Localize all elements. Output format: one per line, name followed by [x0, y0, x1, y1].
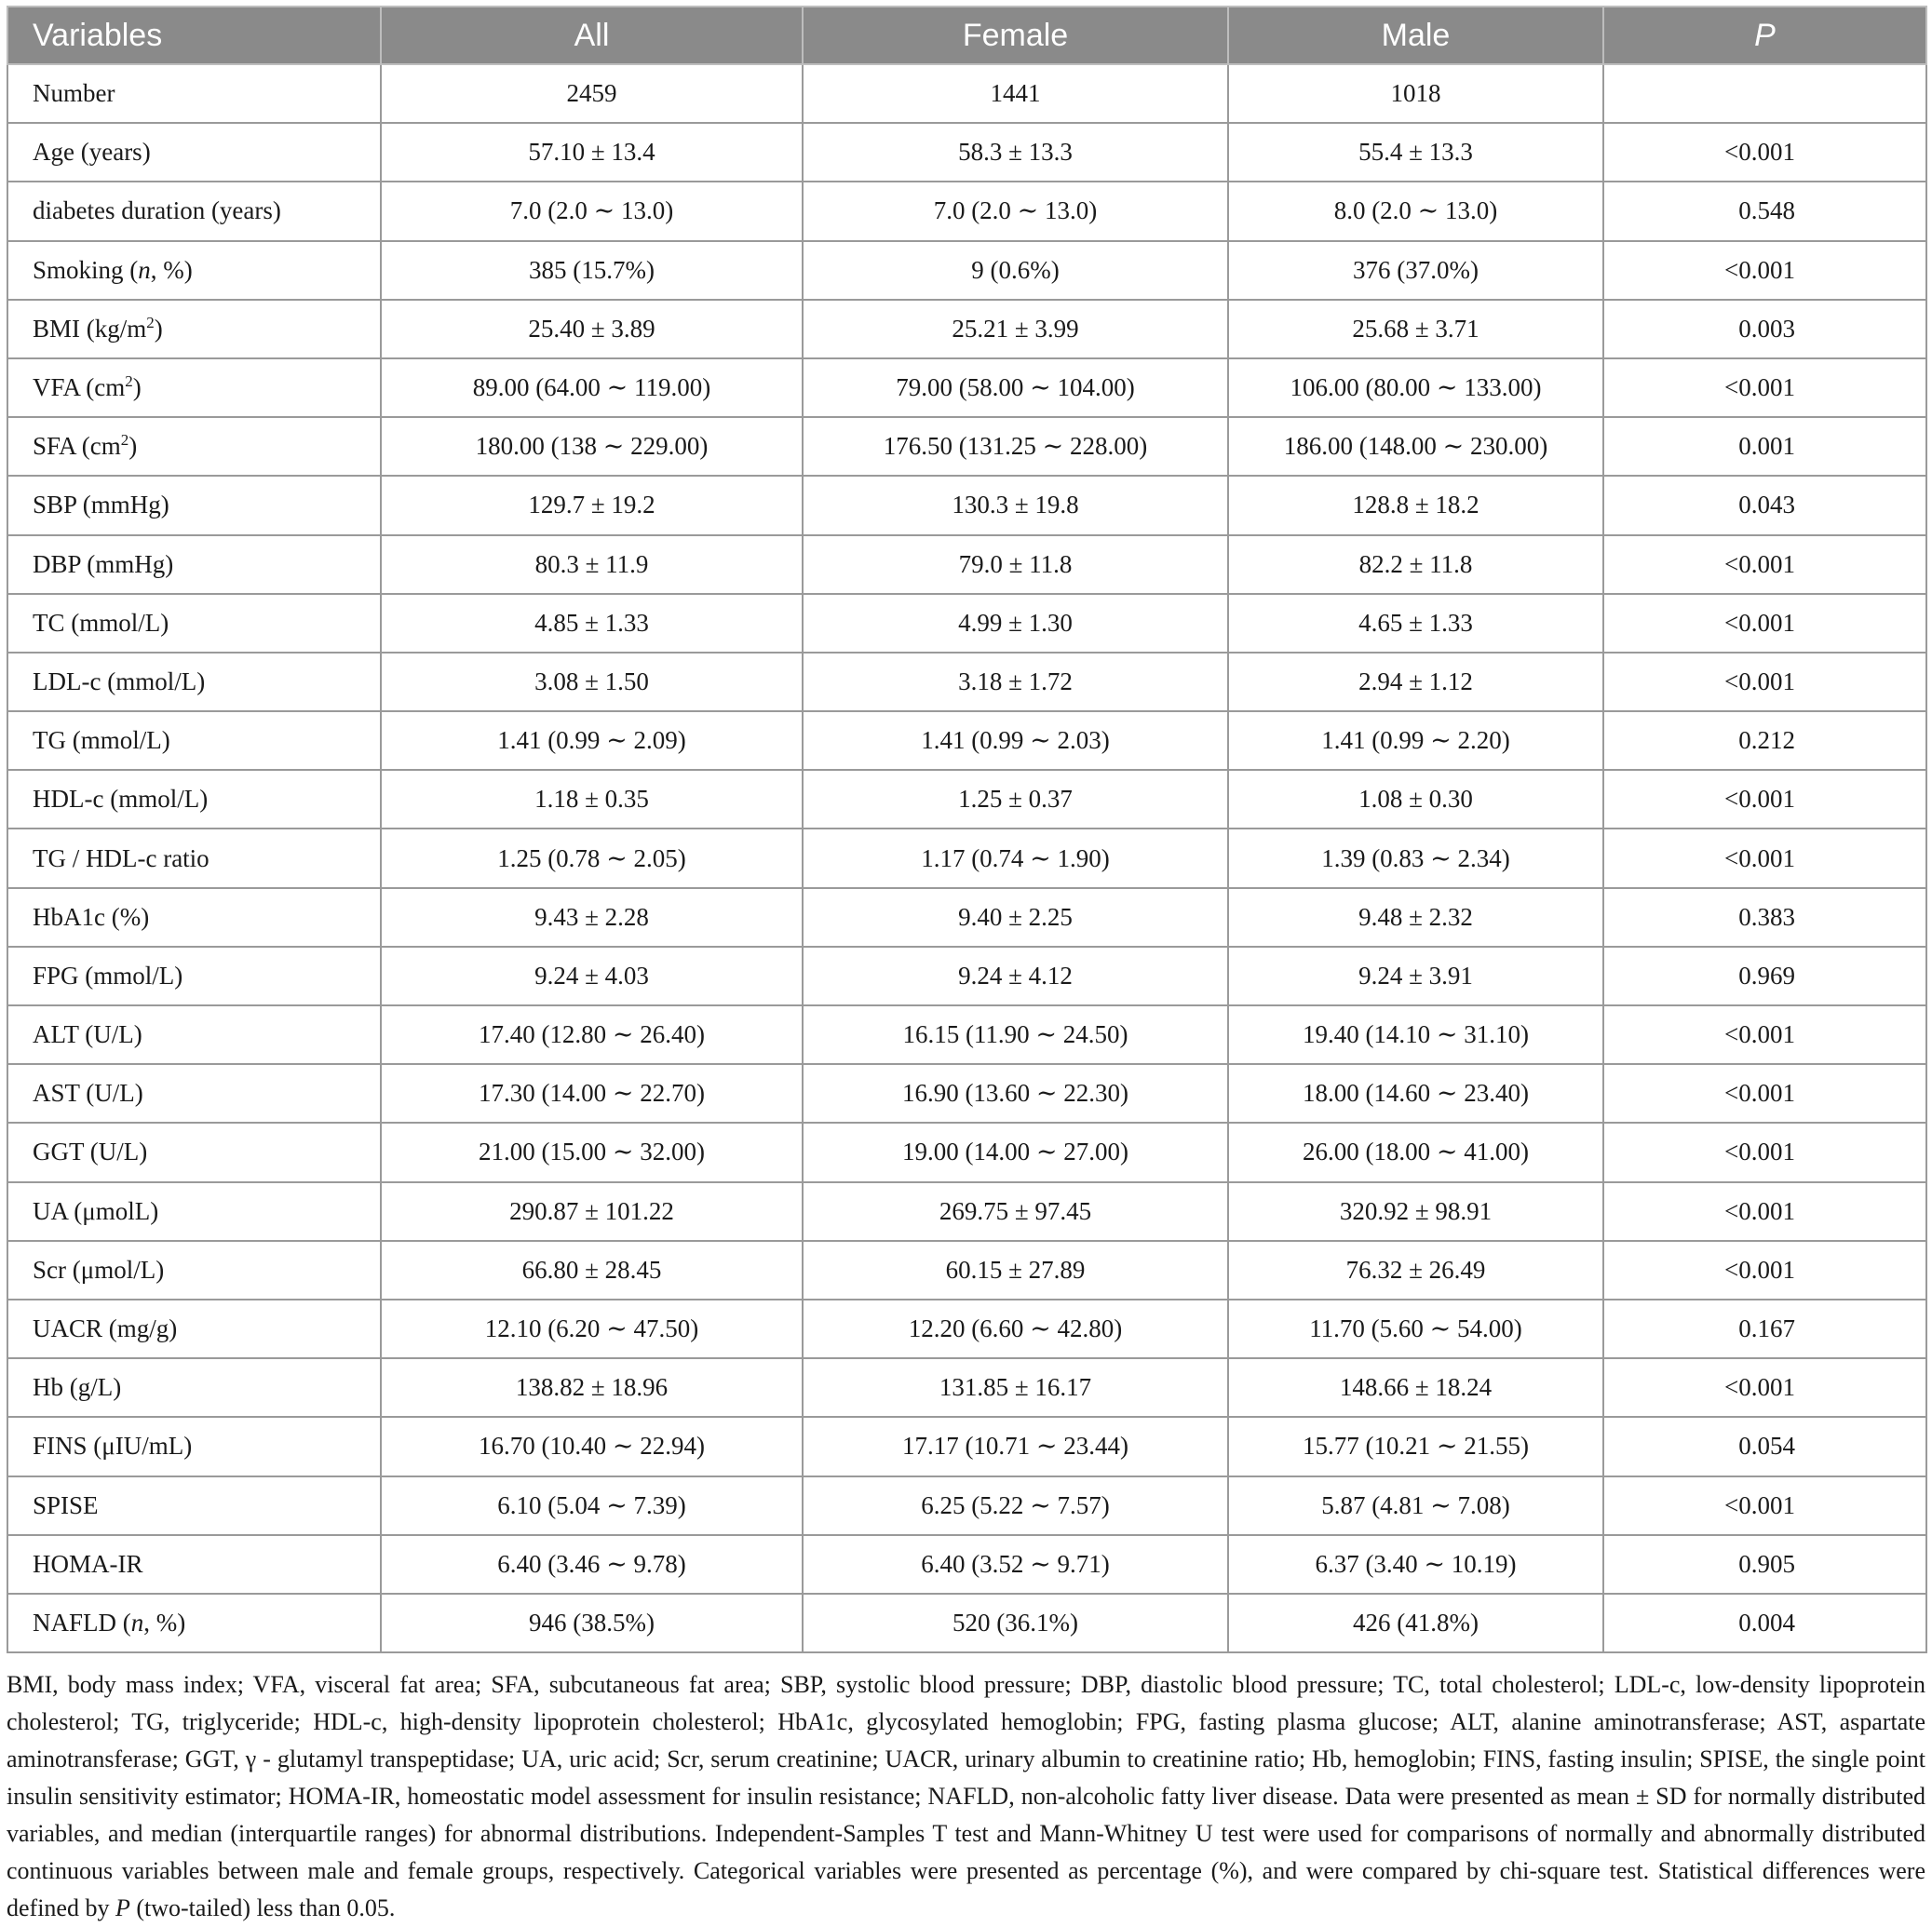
data-table: [7, 6, 1927, 1653]
footnote-text-1: BMI, body mass index; VFA, visceral fat area; SFA, subcutaneous fat area; SBP, systolic blood pressure; DBP, diastolic blood pressure; TC, total cholesterol; LDL-c, low-density lipoprotein cholesterol; TG, triglyceride; HDL-c, high-density lipoprotein cholesterol; HbA1c, glycosylated hemoglobin; FPG, fasting plasma glucose; ALT, alanine aminotransferase; AST, aspartate aminotransferase; GGT, γ - glutamyl transpeptidase; UA, uric acid; Scr, serum creatinine; UACR, urinary albumin to creatinine ratio; Hb, hemoglobin; FINS, fasting insulin; SPISE, the single point insulin sensitivity estimator; HOMA-IR, homeostatic model assessment for insulin resistance; NAFLD, non-alcoholic fatty liver disease. Data were presented as mean ± SD for normally distributed variables, and median (interquartile ranges) for abnormal distributions. Independent-Samples T test and Mann-Whitney U test were used for comparisons of normally and abnormally distributed continuous variables between male and female groups, respectively. Categorical variables were presented as percentage (%), and were compared by chi-square test. Statistical differences were defined by: [7, 1671, 1925, 1921]
value-all: 7.0 (2.0 ∼ 13.0): [381, 182, 803, 240]
value-female: 16.90 (13.60 ∼ 22.30): [803, 1064, 1228, 1123]
value-male: 55.4 ± 13.3: [1228, 123, 1603, 182]
value-all: 12.10 (6.20 ∼ 47.50): [381, 1300, 803, 1358]
variable-label: TG / HDL-c ratio: [7, 829, 381, 887]
header-variables: Variables: [7, 7, 381, 64]
value-male: 1.39 (0.83 ∼ 2.34): [1228, 829, 1603, 887]
header-p: P: [1603, 7, 1926, 64]
variable-label: Age (years): [7, 123, 381, 182]
table-row: [7, 770, 1926, 829]
p-value: 0.054: [1603, 1417, 1926, 1476]
table-row: [7, 476, 1926, 534]
p-value: 0.004: [1603, 1594, 1926, 1652]
variable-label: SBP (mmHg): [7, 476, 381, 534]
value-female: 6.25 (5.22 ∼ 7.57): [803, 1476, 1228, 1535]
value-female: 79.0 ± 11.8: [803, 535, 1228, 594]
value-female: 131.85 ± 16.17: [803, 1358, 1228, 1417]
value-all: 6.10 (5.04 ∼ 7.39): [381, 1476, 803, 1535]
table-row: [7, 653, 1926, 711]
table-row: [7, 1005, 1926, 1064]
p-value: <0.001: [1603, 1358, 1926, 1417]
variable-label: Scr (μmol/L): [7, 1241, 381, 1300]
header-all: All: [381, 7, 803, 64]
variable-label-part: NAFLD (: [33, 1608, 131, 1637]
table-row: [7, 594, 1926, 653]
p-value: <0.001: [1603, 770, 1926, 829]
variable-label: Number: [7, 64, 381, 123]
value-female: 17.17 (10.71 ∼ 23.44): [803, 1417, 1228, 1476]
value-female: 60.15 ± 27.89: [803, 1241, 1228, 1300]
value-female: 4.99 ± 1.30: [803, 594, 1228, 653]
table-row: [7, 1476, 1926, 1535]
p-value: 0.043: [1603, 476, 1926, 534]
p-value: <0.001: [1603, 1005, 1926, 1064]
p-value: 0.548: [1603, 182, 1926, 240]
value-male: 4.65 ± 1.33: [1228, 594, 1603, 653]
variable-label: FPG (mmol/L): [7, 947, 381, 1005]
value-all: 25.40 ± 3.89: [381, 300, 803, 358]
variable-label: AST (U/L): [7, 1064, 381, 1123]
variable-label: [7, 1594, 381, 1652]
value-female: 16.15 (11.90 ∼ 24.50): [803, 1005, 1228, 1064]
value-male: 18.00 (14.60 ∼ 23.40): [1228, 1064, 1603, 1123]
p-value: 0.383: [1603, 888, 1926, 947]
variable-label-part: BMI (kg/m: [33, 314, 147, 343]
value-all: 89.00 (64.00 ∼ 119.00): [381, 358, 803, 417]
value-female: 79.00 (58.00 ∼ 104.00): [803, 358, 1228, 417]
p-value: <0.001: [1603, 653, 1926, 711]
value-male: 82.2 ± 11.8: [1228, 535, 1603, 594]
p-value: <0.001: [1603, 241, 1926, 300]
variable-label: HOMA-IR: [7, 1535, 381, 1594]
value-male: 25.68 ± 3.71: [1228, 300, 1603, 358]
table-row: [7, 1123, 1926, 1181]
table-row: [7, 1535, 1926, 1594]
variable-label: DBP (mmHg): [7, 535, 381, 594]
value-all: 57.10 ± 13.4: [381, 123, 803, 182]
variable-label-part: SFA (cm: [33, 432, 121, 461]
table-row: [7, 888, 1926, 947]
variable-label-part: Smoking (: [33, 255, 139, 284]
value-female: 25.21 ± 3.99: [803, 300, 1228, 358]
table-row: [7, 1064, 1926, 1123]
value-all: 1.25 (0.78 ∼ 2.05): [381, 829, 803, 887]
value-male: 106.00 (80.00 ∼ 133.00): [1228, 358, 1603, 417]
value-all: 80.3 ± 11.9: [381, 535, 803, 594]
header-female: Female: [803, 7, 1228, 64]
p-value: <0.001: [1603, 1476, 1926, 1535]
p-value: [1603, 64, 1926, 123]
p-value: <0.001: [1603, 1182, 1926, 1241]
value-all: 6.40 (3.46 ∼ 9.78): [381, 1535, 803, 1594]
p-value: 0.167: [1603, 1300, 1926, 1358]
value-all: 1.18 ± 0.35: [381, 770, 803, 829]
p-value: <0.001: [1603, 358, 1926, 417]
p-value: <0.001: [1603, 1064, 1926, 1123]
value-all: 946 (38.5%): [381, 1594, 803, 1652]
value-all: 385 (15.7%): [381, 241, 803, 300]
variable-label: HDL-c (mmol/L): [7, 770, 381, 829]
variable-label: [7, 241, 381, 300]
value-female: 1.17 (0.74 ∼ 1.90): [803, 829, 1228, 887]
value-female: 130.3 ± 19.8: [803, 476, 1228, 534]
table-row: [7, 947, 1926, 1005]
value-male: 6.37 (3.40 ∼ 10.19): [1228, 1535, 1603, 1594]
p-value: 0.001: [1603, 417, 1926, 476]
variable-label-part: , %): [143, 1608, 186, 1637]
table-row: [7, 829, 1926, 887]
table-row: [7, 300, 1926, 358]
value-female: 520 (36.1%): [803, 1594, 1228, 1652]
table-container: [7, 6, 1925, 1653]
value-female: 269.75 ± 97.45: [803, 1182, 1228, 1241]
table-row: [7, 241, 1926, 300]
p-value: 0.212: [1603, 711, 1926, 770]
p-value: 0.905: [1603, 1535, 1926, 1594]
value-male: 1018: [1228, 64, 1603, 123]
value-female: 12.20 (6.60 ∼ 42.80): [803, 1300, 1228, 1358]
value-all: 21.00 (15.00 ∼ 32.00): [381, 1123, 803, 1181]
value-male: 2.94 ± 1.12: [1228, 653, 1603, 711]
variable-label-superscript: 2: [120, 431, 129, 450]
value-all: 290.87 ± 101.22: [381, 1182, 803, 1241]
value-female: 6.40 (3.52 ∼ 9.71): [803, 1535, 1228, 1594]
table-row: [7, 1594, 1926, 1652]
p-value: <0.001: [1603, 535, 1926, 594]
value-male: 26.00 (18.00 ∼ 41.00): [1228, 1123, 1603, 1181]
value-all: 4.85 ± 1.33: [381, 594, 803, 653]
header-male: Male: [1228, 7, 1603, 64]
value-all: 17.40 (12.80 ∼ 26.40): [381, 1005, 803, 1064]
variable-label-part: ): [154, 314, 163, 343]
value-female: 9.40 ± 2.25: [803, 888, 1228, 947]
table-row: [7, 123, 1926, 182]
table-body: [7, 64, 1926, 1652]
value-male: 9.24 ± 3.91: [1228, 947, 1603, 1005]
p-value: <0.001: [1603, 123, 1926, 182]
value-male: 426 (41.8%): [1228, 1594, 1603, 1652]
value-male: 186.00 (148.00 ∼ 230.00): [1228, 417, 1603, 476]
variable-label-part: VFA (cm: [33, 373, 126, 402]
table-row: [7, 358, 1926, 417]
value-female: 9 (0.6%): [803, 241, 1228, 300]
value-male: 11.70 (5.60 ∼ 54.00): [1228, 1300, 1603, 1358]
footnote-p-symbol: P: [115, 1894, 130, 1921]
value-male: 8.0 (2.0 ∼ 13.0): [1228, 182, 1603, 240]
table-row: [7, 1417, 1926, 1476]
value-female: 176.50 (131.25 ∼ 228.00): [803, 417, 1228, 476]
p-value: <0.001: [1603, 594, 1926, 653]
value-all: 2459: [381, 64, 803, 123]
value-all: 9.43 ± 2.28: [381, 888, 803, 947]
table-row: [7, 1358, 1926, 1417]
value-female: 1.25 ± 0.37: [803, 770, 1228, 829]
table-row: [7, 1300, 1926, 1358]
variable-label: GGT (U/L): [7, 1123, 381, 1181]
p-value: 0.969: [1603, 947, 1926, 1005]
value-male: 1.08 ± 0.30: [1228, 770, 1603, 829]
value-all: 17.30 (14.00 ∼ 22.70): [381, 1064, 803, 1123]
value-female: 9.24 ± 4.12: [803, 947, 1228, 1005]
variable-label-part: , %): [150, 255, 193, 284]
variable-label: TC (mmol/L): [7, 594, 381, 653]
value-male: 376 (37.0%): [1228, 241, 1603, 300]
variable-label: LDL-c (mmol/L): [7, 653, 381, 711]
value-all: 1.41 (0.99 ∼ 2.09): [381, 711, 803, 770]
value-female: 3.18 ± 1.72: [803, 653, 1228, 711]
table-row: [7, 64, 1926, 123]
value-male: 5.87 (4.81 ∼ 7.08): [1228, 1476, 1603, 1535]
p-value: 0.003: [1603, 300, 1926, 358]
value-all: 66.80 ± 28.45: [381, 1241, 803, 1300]
variable-label: [7, 358, 381, 417]
value-all: 180.00 (138 ∼ 229.00): [381, 417, 803, 476]
value-all: 138.82 ± 18.96: [381, 1358, 803, 1417]
variable-label: UA (μmolL): [7, 1182, 381, 1241]
value-all: 129.7 ± 19.2: [381, 476, 803, 534]
variable-label: UACR (mg/g): [7, 1300, 381, 1358]
variable-label-part: ): [128, 432, 138, 461]
value-all: 16.70 (10.40 ∼ 22.94): [381, 1417, 803, 1476]
value-male: 76.32 ± 26.49: [1228, 1241, 1603, 1300]
value-male: 19.40 (14.10 ∼ 31.10): [1228, 1005, 1603, 1064]
table-row: [7, 1182, 1926, 1241]
variable-label-superscript: 2: [125, 372, 133, 391]
value-female: 1441: [803, 64, 1228, 123]
table-row: [7, 182, 1926, 240]
footnote-text-2: (two-tailed) less than 0.05.: [129, 1894, 396, 1921]
variable-label-part: ): [132, 373, 142, 402]
value-female: 19.00 (14.00 ∼ 27.00): [803, 1123, 1228, 1181]
variable-label-italic: n: [138, 255, 151, 284]
value-female: 7.0 (2.0 ∼ 13.0): [803, 182, 1228, 240]
p-value: <0.001: [1603, 829, 1926, 887]
value-all: 3.08 ± 1.50: [381, 653, 803, 711]
variable-label: SPISE: [7, 1476, 381, 1535]
value-all: 9.24 ± 4.03: [381, 947, 803, 1005]
variable-label: ALT (U/L): [7, 1005, 381, 1064]
variable-label: TG (mmol/L): [7, 711, 381, 770]
variable-label: diabetes duration (years): [7, 182, 381, 240]
value-female: 1.41 (0.99 ∼ 2.03): [803, 711, 1228, 770]
table-row: [7, 1241, 1926, 1300]
p-value: <0.001: [1603, 1241, 1926, 1300]
p-value: <0.001: [1603, 1123, 1926, 1181]
value-male: 15.77 (10.21 ∼ 21.55): [1228, 1417, 1603, 1476]
value-male: 148.66 ± 18.24: [1228, 1358, 1603, 1417]
header-row: [7, 7, 1926, 64]
variable-label: FINS (μIU/mL): [7, 1417, 381, 1476]
table-row: [7, 535, 1926, 594]
table-row: [7, 417, 1926, 476]
variable-label: Hb (g/L): [7, 1358, 381, 1417]
table-row: [7, 711, 1926, 770]
value-female: 58.3 ± 13.3: [803, 123, 1228, 182]
variable-label-italic: n: [130, 1608, 144, 1637]
variable-label: [7, 300, 381, 358]
variable-label-superscript: 2: [146, 313, 155, 331]
variable-label: HbA1c (%): [7, 888, 381, 947]
value-male: 9.48 ± 2.32: [1228, 888, 1603, 947]
table-footnote: [7, 1666, 1925, 1927]
value-male: 1.41 (0.99 ∼ 2.20): [1228, 711, 1603, 770]
variable-label: [7, 417, 381, 476]
value-male: 128.8 ± 18.2: [1228, 476, 1603, 534]
value-male: 320.92 ± 98.91: [1228, 1182, 1603, 1241]
